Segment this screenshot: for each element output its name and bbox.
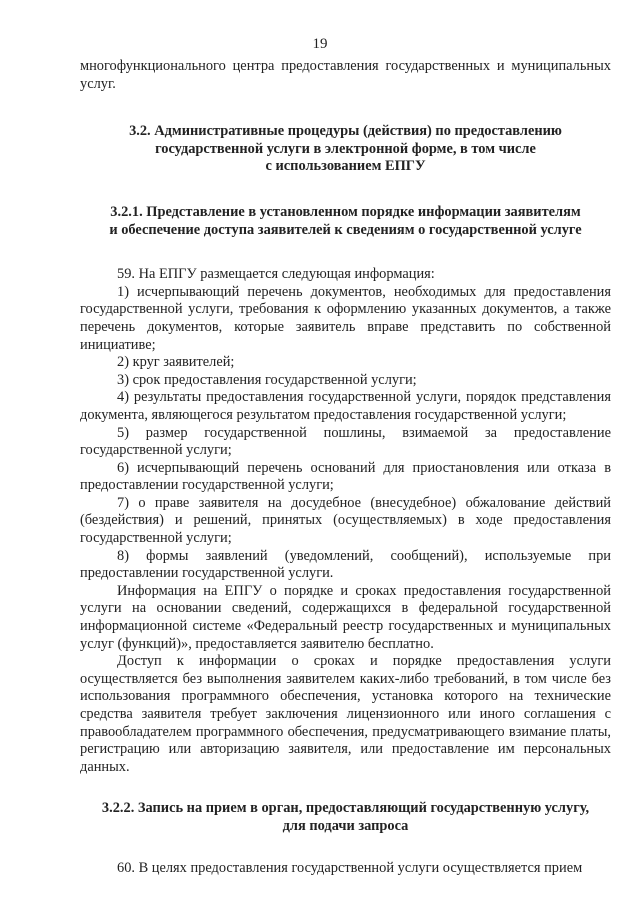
list-item: 3) срок предоставления государственной услуги; xyxy=(117,371,417,388)
intro-continuation: многофункционального центра предоставления государственных и муниципальных услуг. xyxy=(80,58,611,92)
heading-3-2-1-line: и обеспечение доступа заявителей к сведениям о государственной услуге xyxy=(109,221,582,238)
list-item: 6) исчерпывающий перечень оснований для приостановления или отказа в предоставлении государственной услуги; xyxy=(80,459,611,494)
heading-3-2-2-line: 3.2.2. Запись на прием в орган, предоставляющий государственную услугу, xyxy=(101,800,590,817)
list-item: 1) исчерпывающий перечень документов, необходимых для предоставления государственной услуги, требования к оформлению указанных документов, а также перечень документов, которые заявитель вправе представить по собственной инициативе; xyxy=(80,283,611,353)
list-item: 7) о праве заявителя на досудебное (внесудебное) обжалование действий (бездействия) и решений, принятых (осуществляемых) в ходе предоставления государственной услуги; xyxy=(80,494,611,547)
list-item: 8) формы заявлений (уведомлений, сообщений), используемые при предоставлении государственной услуги. xyxy=(80,547,611,582)
access-paragraph: Доступ к информации о сроках и порядке предоставления услуги осуществляется без выполнения заявителем каких-либо требований, в том числе без использования программного обеспечения, установка которого на технические средства заявителя требует заключения лицензионного или иного соглашения с правообладателем программного обеспечения, предусматривающего взимание платы, регистрацию или авторизацию заявителя, или предоставление им персональных данных. xyxy=(80,653,611,775)
page-number: 19 xyxy=(312,36,328,52)
paragraph-60: 60. В целях предоставления государственной услуги осуществляется прием xyxy=(117,859,583,876)
info-paragraph: Информация на ЕПГУ о порядке и сроках предоставления государственной услуги на основании сведений, содержащихся в федеральной государственной информационной системе «Федеральный реестр государственных и муниципальных услуг (функций)», предоставляется заявителю бесплатно. xyxy=(80,582,611,652)
heading-3-2-1-line: 3.2.1. Представление в установленном порядке информации заявителям xyxy=(110,203,581,220)
heading-3-2-line: государственной услуги в электронной форме, в том числе xyxy=(155,140,536,157)
paragraph-59: 59. На ЕПГУ размещается следующая информация: xyxy=(117,266,435,283)
heading-3-2-line: 3.2. Административные процедуры (действия) по предоставлению xyxy=(129,123,562,140)
heading-3-2-line: с использованием ЕПГУ xyxy=(265,158,426,175)
page-content xyxy=(80,58,611,877)
list-item: 4) результаты предоставления государственной услуги, порядок представления документа, являющегося результатом предоставления государственной услуги; xyxy=(80,389,611,423)
list-item: 2) круг заявителей; xyxy=(117,354,235,371)
heading-3-2-1 xyxy=(80,204,611,239)
list-item: 5) размер государственной пошлины, взимаемой за предоставление государственной услуги; xyxy=(80,424,611,459)
heading-3-2 xyxy=(80,123,611,176)
heading-3-2-2 xyxy=(80,800,611,835)
heading-3-2-2-line: для подачи запроса xyxy=(282,817,409,834)
